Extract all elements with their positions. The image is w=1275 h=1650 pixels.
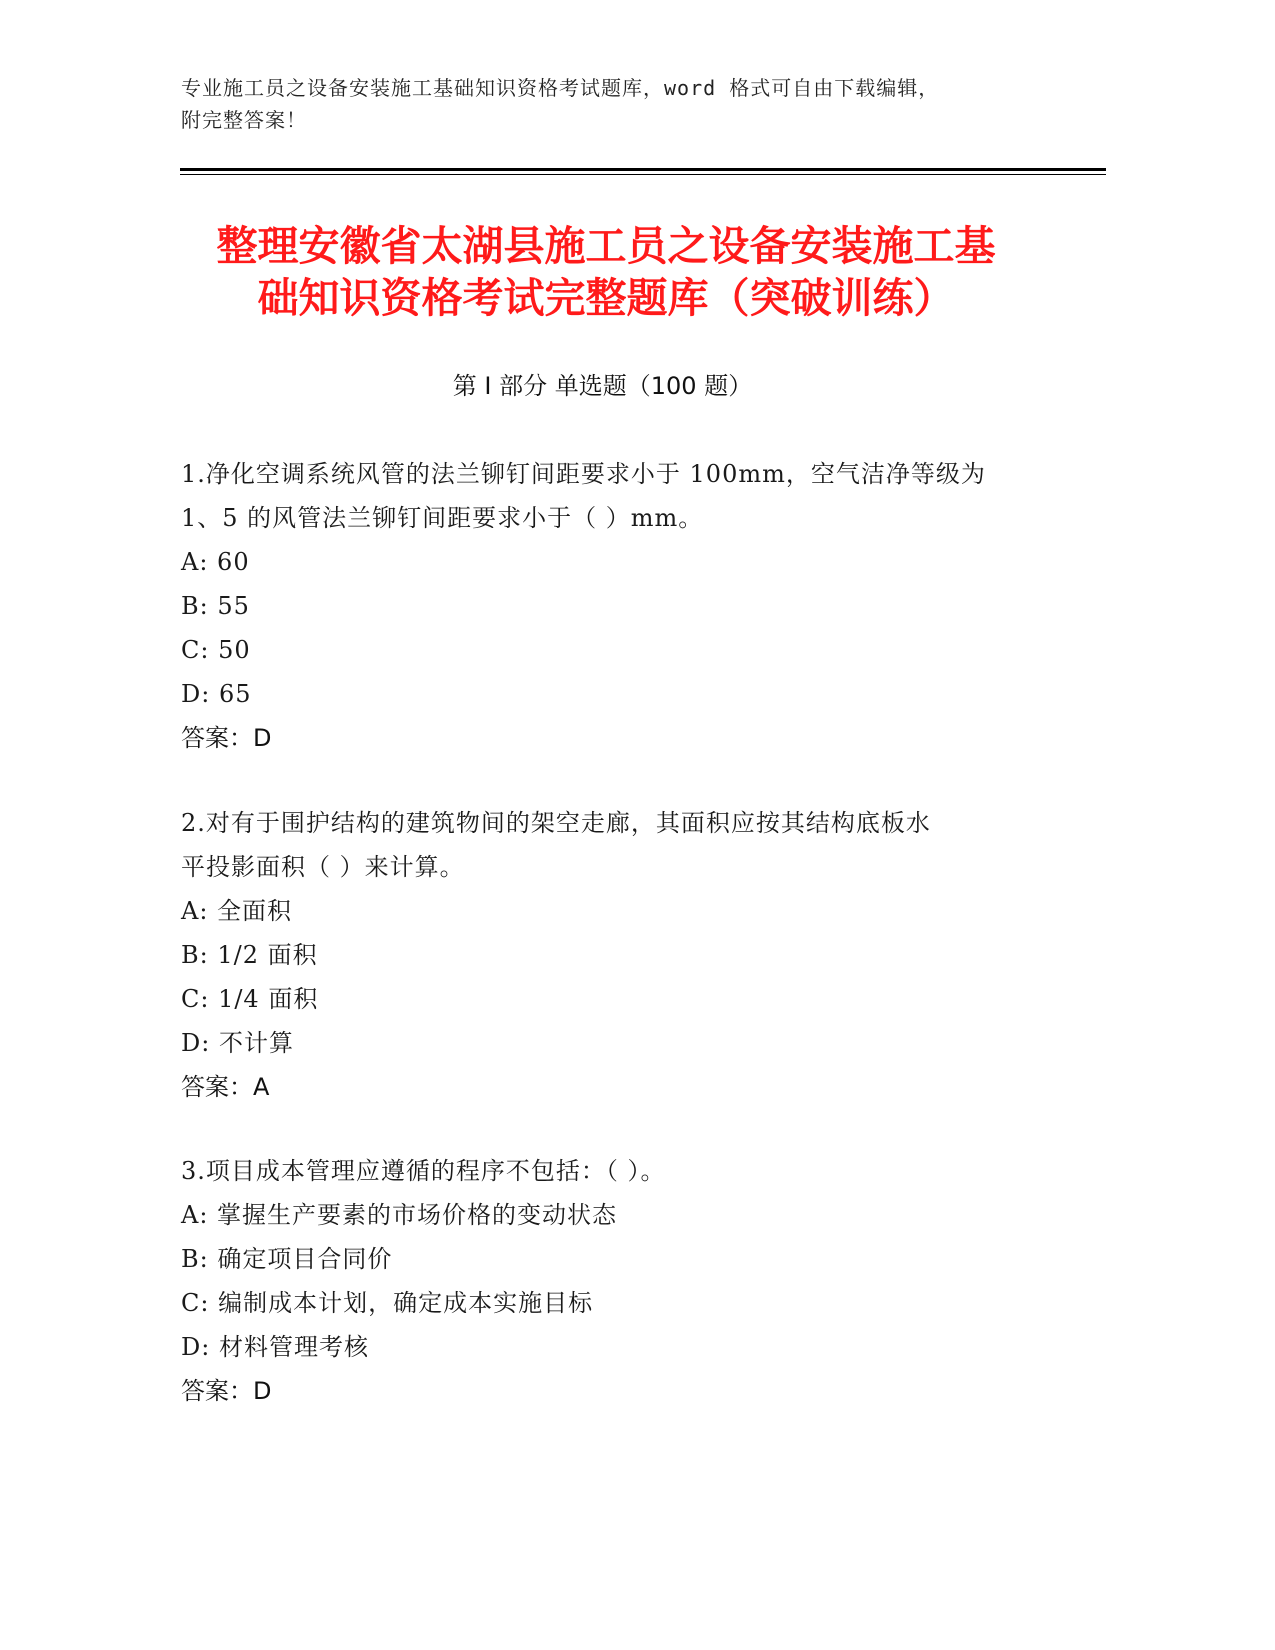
option-c: C: 编制成本计划，确定成本实施目标 <box>181 1289 594 1317</box>
option-d: D: 65 <box>181 680 252 708</box>
answer: 答案：A <box>181 1073 270 1101</box>
header-note-line-1: 专业施工员之设备安装施工基础知识资格考试题库，word 格式可自由下载编辑， <box>181 76 940 100</box>
option-a: A: 60 <box>181 548 250 576</box>
option-c: C: 1/4 面积 <box>181 985 319 1013</box>
option-d: D: 不计算 <box>181 1029 294 1057</box>
section-heading: 第 I 部分 单选题（100 题） <box>452 372 753 400</box>
option-d: D: 材料管理考核 <box>181 1333 369 1361</box>
answer: 答案：D <box>181 1377 272 1405</box>
question-stem-line-2: 平投影面积（ ）来计算。 <box>181 853 465 881</box>
header-divider-thin <box>180 174 1106 175</box>
header-divider-thick <box>180 168 1106 171</box>
option-a: A: 全面积 <box>181 897 293 925</box>
document-title-line-1: 整理安徽省太湖县施工员之设备安装施工基 <box>216 222 996 270</box>
question-1 <box>181 452 1051 760</box>
header-note <box>181 72 1061 136</box>
header-note-line-2: 附完整答案！ <box>181 108 307 132</box>
option-b: B: 55 <box>181 592 250 620</box>
question-stem-line-1: 1.净化空调系统风管的法兰铆钉间距要求小于 100mm，空气洁净等级为 <box>181 460 986 488</box>
option-b: B: 1/2 面积 <box>181 941 318 969</box>
question-2 <box>181 801 1051 1109</box>
question-stem-line-2: 1、5 的风管法兰铆钉间距要求小于（ ）mm。 <box>181 504 704 532</box>
option-c: C: 50 <box>181 636 251 664</box>
document-title-line-2: 础知识资格考试完整题库（突破训练） <box>257 274 955 322</box>
question-stem-line-1: 2.对有于围护结构的建筑物间的架空走廊，其面积应按其结构底板水 <box>181 809 931 837</box>
question-3 <box>181 1149 1051 1413</box>
document-title <box>150 220 1062 324</box>
option-a: A: 掌握生产要素的市场价格的变动状态 <box>181 1201 618 1229</box>
answer: 答案：D <box>181 724 272 752</box>
option-b: B: 确定项目合同价 <box>181 1245 393 1273</box>
question-stem-line-1: 3.项目成本管理应遵循的程序不包括：（ ）。 <box>181 1157 666 1185</box>
